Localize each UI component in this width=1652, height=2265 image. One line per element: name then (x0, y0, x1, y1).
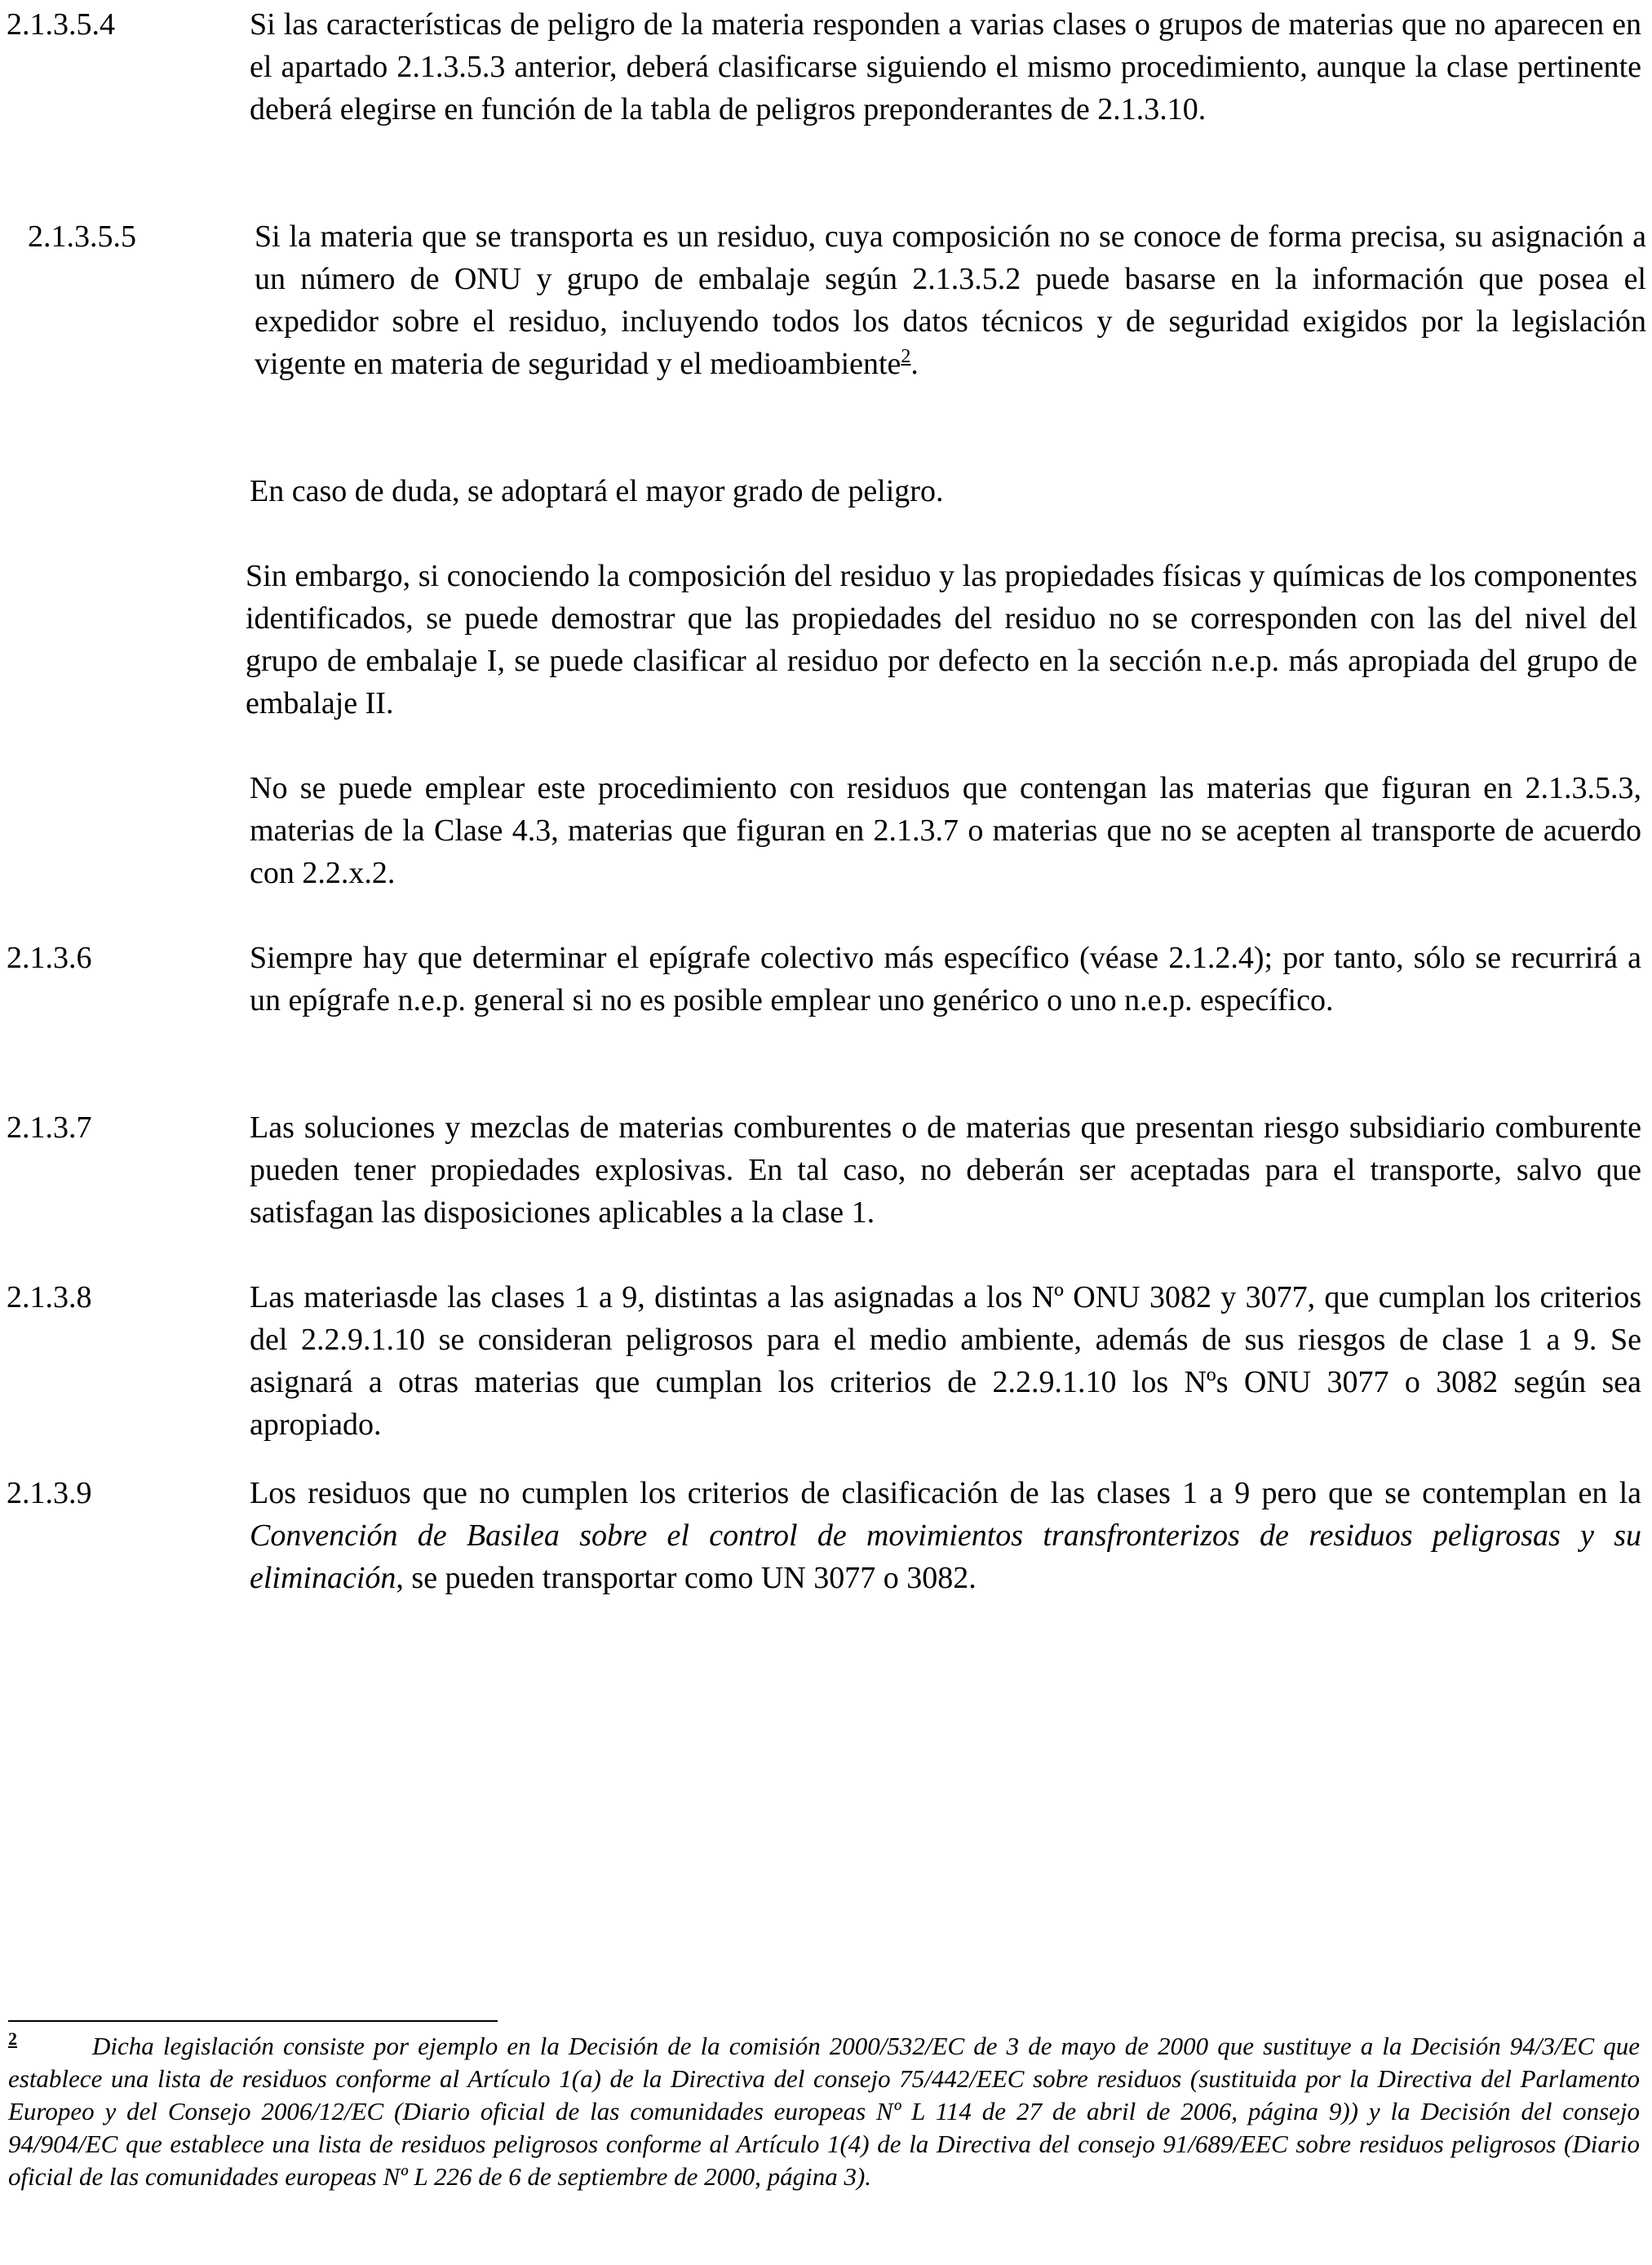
section-number: 2.1.3.5.4 (7, 7, 115, 42)
footnote-separator (8, 2020, 498, 2022)
paragraph-text: Los residuos que no cumplen los criterios de clasificación de las clases 1 a 9 pero que se contemplan en la (250, 1476, 1641, 1510)
section-paragraph (255, 215, 1646, 385)
section-number: 2.1.3.5.5 (28, 219, 136, 254)
section-paragraph (250, 1472, 1641, 1599)
section-number: 2.1.3.9 (7, 1476, 92, 1510)
paragraph-end: . (910, 347, 919, 381)
paragraph-text: Si la materia que se transporta es un residuo, cuya composición no se conoce de forma precisa, su asignación a un número de ONU y grupo de embalaje según 2.1.3.5.2 puede basarse en la información que posea el expedidor sobre el residuo, incluyendo todos los datos técnicos y de seguridad exigidos por la legislación vigente en materia de seguridad y el medioambiente (255, 219, 1646, 381)
footnote (8, 2030, 1640, 2193)
section-paragraph: Siempre hay que determinar el epígrafe colectivo más específico (véase 2.1.2.4); por tanto, sólo se recurrirá a un epígrafe n.e.p. general si no es posible emplear uno genérico o uno n.e.p. específico. (250, 941, 1641, 1017)
section-paragraph: Las soluciones y mezclas de materias comburentes o de materias que presentan riesgo subsidiario comburente pueden tener propiedades explosivas. En tal caso, no deberán ser aceptadas para el transporte, salvo que satisfagan las disposiciones aplicables a la clase 1. (250, 1110, 1641, 1230)
section-number: 2.1.3.6 (7, 941, 92, 975)
section-paragraph: Si las características de peligro de la materia responden a varias clases o grupos de materias que no aparecen en el apartado 2.1.3.5.3 anterior, deberá clasificarse siguiendo el mismo procedimiento, aunque la clase pertinente deberá elegirse en función de la tabla de peligros preponderantes de 2.1.3.10. (250, 7, 1641, 126)
paragraph-text: , se pueden transportar como UN 3077 o 3082. (396, 1561, 977, 1595)
section-number: 2.1.3.7 (7, 1110, 92, 1145)
section-paragraph: Las materiasde las clases 1 a 9, distintas a las asignadas a los Nº ONU 3082 y 3077, que cumplan los criterios del 2.2.9.1.10 se consideran peligrosos para el medio ambiente, además de sus riesgos de clase 1 a 9. Se asignará a otras materias que cumplan los criterios de 2.2.9.1.10 los Nºs ONU 3077 o 3082 según sea apropiado. (250, 1280, 1641, 1442)
section-paragraph: En caso de duda, se adoptará el mayor grado de peligro. (250, 474, 944, 508)
footnote-marker: 2 (8, 2028, 17, 2049)
section-paragraph: No se puede emplear este procedimiento con residuos que contengan las materias que figuran en 2.1.3.5.3, materias de la Clase 4.3, materias que figuran en 2.1.3.7 o materias que no se acepten al transporte de acuerdo con 2.2.x.2. (250, 771, 1641, 890)
footnote-reference-link[interactable]: 2 (901, 346, 911, 367)
section-number: 2.1.3.8 (7, 1280, 92, 1314)
footnote-text: Dicha legislación consiste por ejemplo en la Decisión de la comisión 2000/532/EC de 3 de mayo de 2000 que sustituye a la Decisión 94/3/EC que establece una lista de residuos conforme al Artículo 1(a) de la Directiva del consejo 75/442/EEC sobre residuos (sustituida por la Directiva del Parlamento Europeo y del Consejo 2006/12/EC (Diario oficial de las comunidades europeas Nº L 114 de 27 de abril de 2006, página 9)) y la Decisión del consejo 94/904/EC que establece una lista de residuos peligrosos conforme al Artículo 1(4) de la Directiva del consejo 91/689/EEC sobre residuos peligrosos (Diario oficial de las comunidades europeas Nº L 226 de 6 de septiembre de 2000, página 3). (8, 2032, 1640, 2191)
convention-title: Convención de Basilea sobre el control de movimientos transfronterizos de residuos peligrosas y su eliminación (250, 1518, 1641, 1595)
section-paragraph: Sin embargo, si conociendo la composición del residuo y las propiedades físicas y químicas de los componentes identificados, se puede demostrar que las propiedades del residuo no se corresponden con las del nivel del grupo de embalaje I, se puede clasificar al residuo por defecto en la sección n.e.p. más apropiada del grupo de embalaje II. (246, 559, 1637, 720)
